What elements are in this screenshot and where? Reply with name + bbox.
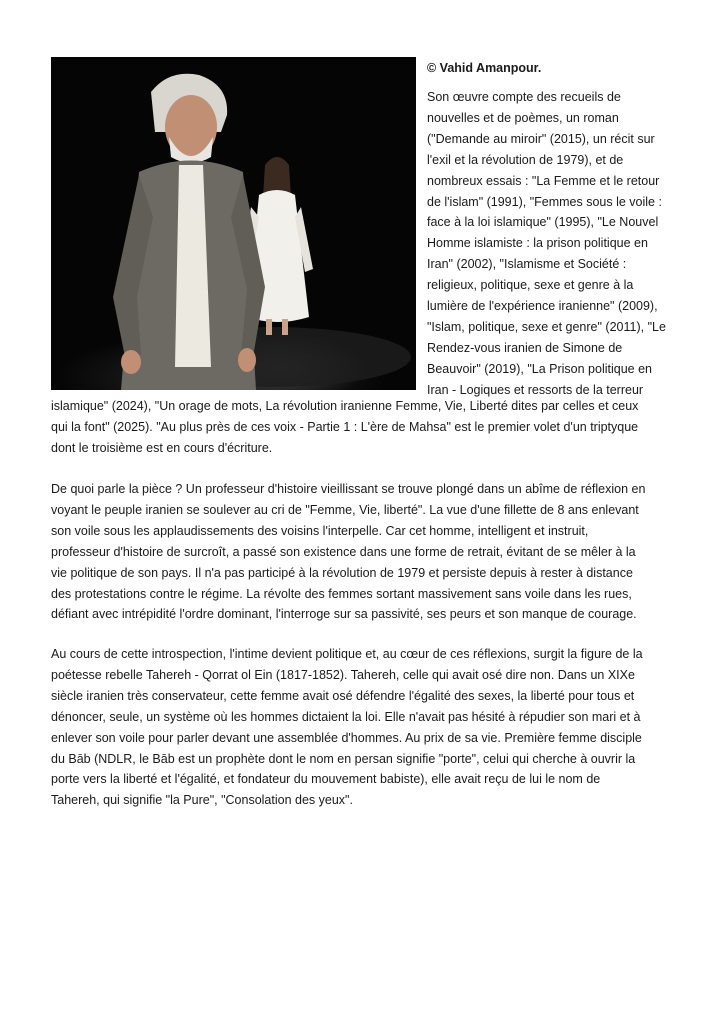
text-line: Iran - Logiques et ressorts de la terreur <box>427 382 644 397</box>
man-figure <box>113 74 265 390</box>
text-line: dénoncer, seule, un système où les hommes dictaient la loi. Elle n'avait pas hésité à répudier son mari et à <box>51 709 641 724</box>
text-line: nombreux essais : "La Femme et le retour <box>427 173 660 188</box>
paragraph-1-intro <box>427 87 693 401</box>
text-line: De quoi parle la pièce ? Un professeur d'histoire vieillissant se trouve plongé dans un abîme de réflexion en <box>51 482 646 496</box>
text-line: des protestations contre le régime. La révolte des femmes sortant massivement sans voile dans les rues, <box>51 586 632 601</box>
stage-photo <box>51 57 416 390</box>
stage-photo-illustration <box>51 57 416 390</box>
text-line: du Bāb (NDLR, le Bāb est un prophète dont le nom en persan signifie "porte", celui qui cherche à ouvrir la <box>51 751 636 766</box>
text-line: l'exil et la révolution de 1979), et de <box>427 152 624 167</box>
text-line: Tahereh, qui signifie "la Pure", "Consolation des yeux". <box>51 793 353 808</box>
text-line: Son œuvre compte des recueils de <box>427 90 621 104</box>
text-line: porte vers la liberté et l'égalité, et fondateur du mouvement babiste), elle avait reçu de lui le nom de <box>51 772 601 787</box>
text-line: Homme islamiste : la prison politique en <box>427 236 648 251</box>
text-line: de l'islam" (1991), "Femmes sous le voile : <box>427 194 662 209</box>
text-line: lumière de l'expérience iranienne" (2009), <box>427 299 658 314</box>
paragraph-3 <box>51 644 691 811</box>
text-line: islamique" (2024), "Un orage de mots, La révolution iranienne Femme, Vie, Liberté dites par celles et ceux <box>51 399 639 413</box>
paragraph-2 <box>51 479 691 625</box>
text-line: vie politique de son pays. Il n'a pas participé à la révolution de 1979 et persiste depuis à rester à distance <box>51 565 633 580</box>
text-line: dont le troisième est en cours d'écriture. <box>51 440 273 455</box>
text-line: "Islam, politique, sexe et genre" (2011), "Le <box>427 319 666 334</box>
text-line: religieux, politique, sexe et genre à la <box>427 278 634 293</box>
text-line: Beauvoir" (2019), "La Prison politique en <box>427 361 652 376</box>
text-line: nouvelles et de poèmes, un roman <box>427 110 619 125</box>
text-line: voyant le peuple iranien se soulever au cri de "Femme, Vie, liberté". La vue d'une fillette de 8 ans enlevant <box>51 502 639 517</box>
text-line: professeur d'histoire de surcroît, a passé son existence dans une forme de retrait, évitant de se mêler à la <box>51 544 636 559</box>
text-line: Iran" (2002), "Islamisme et Société : <box>427 257 627 272</box>
text-line: poétesse rebelle Tahereh - Qorrat ol Ein (1817-1852). Tahereh, celle qui avait osé dire non. Dans un XIXe <box>51 667 635 682</box>
paragraph-1-continuation <box>51 396 691 459</box>
text-line: Rendez-vous iranien de Simone de <box>427 340 623 355</box>
text-line: Au cours de cette introspection, l'intime devient politique et, au cœur de ces réflexions, surgit la figure de la <box>51 647 643 661</box>
text-line: face à la loi islamique" (1995), "Le Nouvel <box>427 215 659 230</box>
text-line: qui la font" (2025). "Au plus près de ces voix - Partie 1 : L'ère de Mahsa" est le premier volet d'un triptyque <box>51 419 639 434</box>
text-line: défiant avec intrépidité l'ordre dominant, l'interroge sur sa passivité, ses peurs et son manque de courage. <box>51 607 637 622</box>
text-line: enlever son voile pour parler devant une assemblée d'hommes. Au prix de sa vie. Première femme disciple <box>51 730 642 745</box>
text-line: siècle iranien très conservateur, cette femme avait osé défendre l'égalité des sexes, la liberté pour tous et <box>51 688 635 703</box>
photo-credit: © Vahid Amanpour. <box>427 61 542 75</box>
text-line: ("Demande au miroir" (2015), un récit sur <box>427 131 655 146</box>
text-line: son voile sous les applaudissements des voisins l'interpelle. Car cet homme, intelligent et instruit, <box>51 523 589 538</box>
